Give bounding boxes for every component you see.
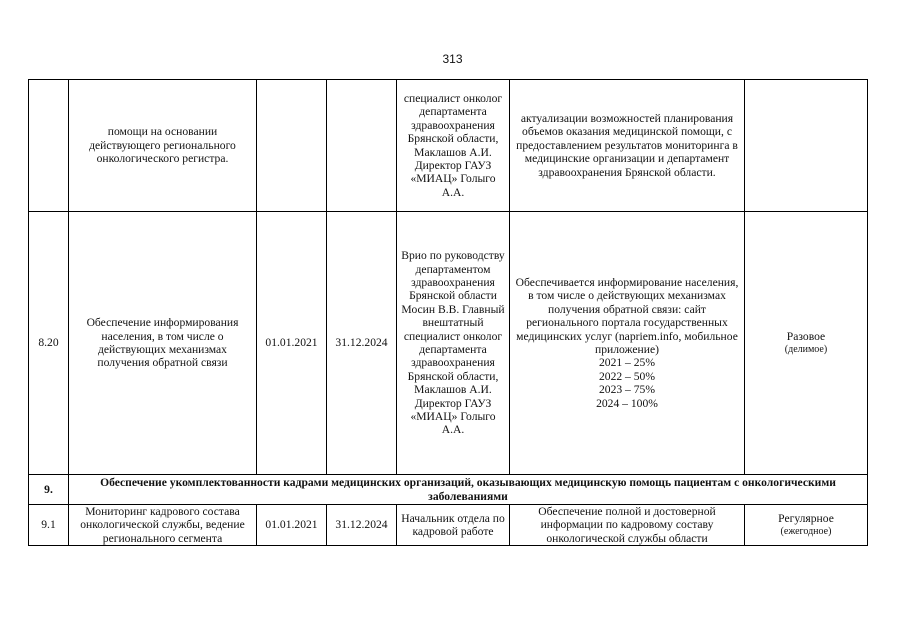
responsible-cell: специалист онколог департамента здравоохранения Брянской области, Маклашов А.И. Директор ГАУЗ «МИАЦ» Голыго А.А.	[397, 80, 510, 212]
responsible-cell: Врио по руководству департаментом здравоохранения Брянской области Мосин В.В. Главный внештатный специалист онколог департамента здравоохранения Брянской области, Маклашов А.И. Директор ГАУЗ «МИАЦ» Голыго А.А.	[397, 212, 510, 475]
result-year: 2024 – 100%	[596, 396, 658, 410]
table-row	[29, 80, 868, 212]
type-label: Разовое	[786, 330, 826, 344]
activity-cell: помощи на основании действующего регионального онкологического регистра.	[69, 80, 257, 212]
end-date-cell: 31.12.2024	[327, 505, 397, 546]
section-row	[29, 475, 868, 505]
row-number	[29, 80, 69, 212]
result-cell: Обеспечение полной и достоверной информации по кадровому составу онкологической службы области	[510, 505, 745, 546]
activity-cell: Обеспечение информирования населения, в том числе о действующих механизмах получения обратной связи	[69, 212, 257, 475]
type-label: Регулярное	[778, 512, 834, 526]
table-row	[29, 212, 868, 475]
responsible-cell: Начальник отдела по кадровой работе	[397, 505, 510, 546]
section-number: 9.	[29, 475, 69, 505]
row-number: 8.20	[29, 212, 69, 475]
result-year: 2021 – 25%	[598, 356, 656, 370]
section-title: Обеспечение укомплектованности кадрами медицинских организаций, оказывающих медицинскую помощь пациентам с онкологическими заболеваниями	[69, 475, 868, 505]
type-note: (делимое)	[784, 343, 828, 355]
type-cell	[745, 505, 868, 546]
plan-table	[28, 79, 868, 546]
result-year: 2022 – 50%	[598, 369, 656, 383]
result-cell	[510, 212, 745, 475]
end-date-cell	[327, 80, 397, 212]
page-number: 313	[442, 52, 463, 66]
type-note: (ежегодное)	[780, 525, 832, 537]
row-number: 9.1	[29, 505, 69, 546]
result-year: 2023 – 75%	[598, 383, 656, 397]
start-date-cell: 01.01.2021	[257, 505, 327, 546]
type-cell	[745, 80, 868, 212]
table-row	[29, 505, 868, 546]
start-date-cell	[257, 80, 327, 212]
result-cell: актуализации возможностей планирования объемов оказания медицинской помощи, с предоставлением результатов мониторинга в медицинские организации и департамент здравоохранения Брянской области.	[510, 80, 745, 212]
activity-cell: Мониторинг кадрового состава онкологической службы, ведение регионального сегмента	[69, 505, 257, 546]
start-date-cell: 01.01.2021	[257, 212, 327, 475]
end-date-cell: 31.12.2024	[327, 212, 397, 475]
type-cell	[745, 212, 868, 475]
result-text: Обеспечивается информирование населения, в том числе о действующих механизмах получения обратной связи: сайт регионального портала государственных медицинских услуг (napriem.info, мобильное приложение)	[515, 275, 739, 356]
